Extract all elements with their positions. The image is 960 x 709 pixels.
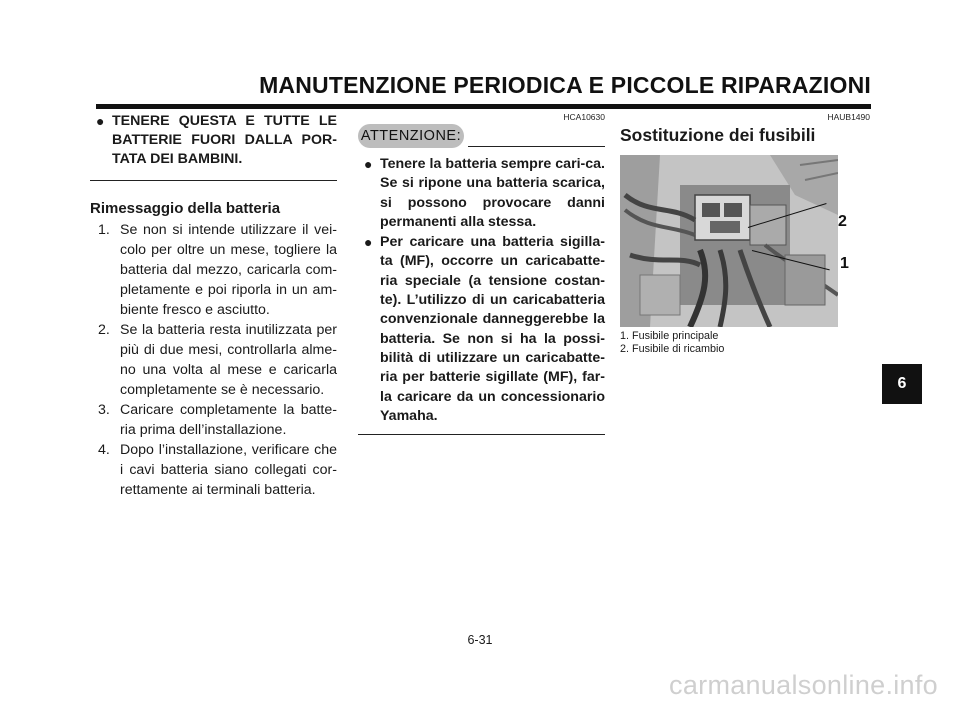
attention-bullet: ● Per caricare una batteria sigilla-ta (MF), occorre un caricabatte-ria speciale (a tensione costan-te). L’utilizzo di un caricabatteria convenzionale danneggerebbe la batteria. Se non si ha la possi-bilità di utilizzare un caricabatte-ria per batterie sigillate (MF), far-la caricare da un concessionario Yamaha.: [364, 234, 605, 424]
caption-line: 1. Fusibile principale: [620, 330, 719, 342]
callout-label-1: 1: [840, 255, 849, 272]
caption-line: 2. Fusibile di ricambio: [620, 342, 725, 355]
divider: [90, 180, 337, 181]
column-left: [90, 112, 337, 500]
list-item: 1. Se non si intende utilizzare il vei-colo per oltre un mese, togliere la batteria dal mezzo, caricarla com-pletamente e poi riporla in un am-biente fresco e asciutto.: [98, 222, 337, 318]
doc-code: HAUB1490: [827, 112, 870, 122]
fuse-box-photo: [620, 155, 838, 327]
column-right: [620, 112, 870, 355]
list-item: 3. Caricare completamente la batte-ria prima dell’installazione.: [98, 402, 337, 438]
doc-code: HCA10630: [563, 112, 605, 122]
list-item: 4. Dopo l’installazione, verificare che i cavi batteria siano collegati cor-rettamente ai terminali batteria.: [98, 442, 337, 498]
list-item: 2. Se la batteria resta inutilizzata per più di due mesi, controllarla alme-no una volta al mese e caricarla completamente se è necessario.: [98, 322, 337, 398]
section-title-fuses: Sostituzione dei fusibili: [620, 125, 816, 145]
attention-badge: ATTENZIONE:: [358, 124, 464, 148]
storage-steps: [90, 220, 337, 500]
header-title: MANUTENZIONE PERIODICA E PICCOLE RIPARAZIONI: [259, 72, 871, 98]
page-header: [96, 70, 871, 109]
column-middle: [358, 112, 605, 435]
watermark: carmanualsonline.info: [669, 670, 938, 700]
attention-bullet: ● Tenere la batteria sempre cari-ca. Se si ripone una batteria scarica, si possono provocare danni permanenti alla stessa.: [364, 156, 605, 230]
attention-rule: [468, 146, 605, 147]
chapter-tab: 6: [882, 364, 922, 404]
warning-bullet-text: TENERE QUESTA E TUTTE LE BATTERIE FUORI DALLA POR-TATA DEI BAMBINI.: [112, 113, 337, 167]
fuse-photo-figure: [620, 155, 870, 327]
divider: [358, 434, 605, 435]
warning-bullet: [90, 112, 337, 169]
page-number: 6-31: [467, 633, 493, 647]
section-title-storage: Rimessaggio della batteria: [90, 200, 281, 217]
bullet-dot-icon: ●: [96, 113, 105, 129]
bullet-dot-icon: ●: [364, 234, 373, 251]
fuse-box-photo-illustration: [620, 155, 838, 327]
attention-header: [358, 124, 605, 152]
callout-label-2: 2: [838, 213, 847, 230]
bullet-dot-icon: ●: [364, 156, 373, 172]
figure-caption: [620, 330, 870, 355]
